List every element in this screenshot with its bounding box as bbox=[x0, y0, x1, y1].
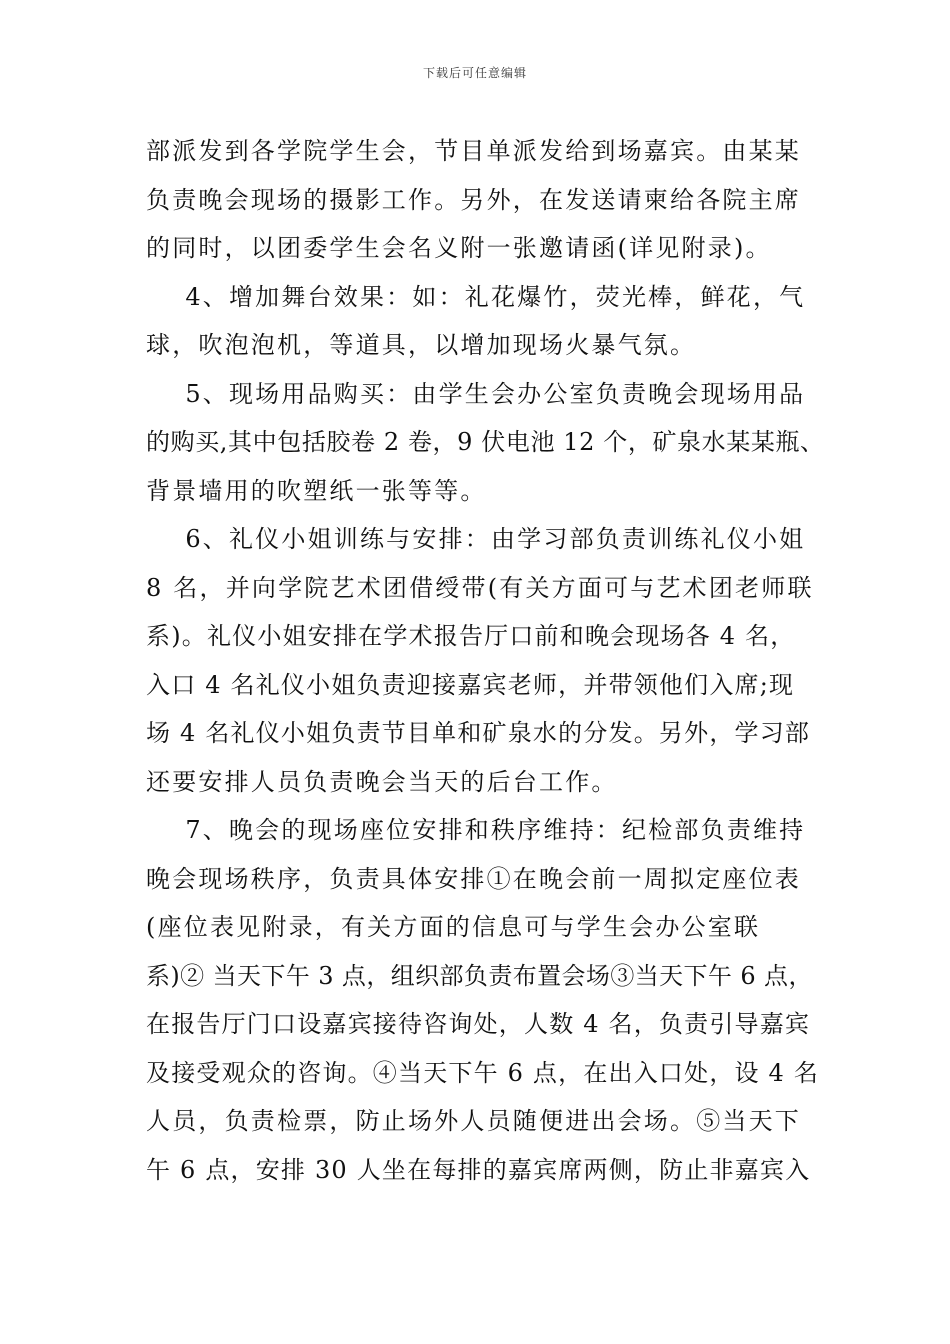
text-line: 球，吹泡泡机，等道具，以增加现场火暴气氛。 bbox=[146, 331, 697, 359]
text-line: 系)。礼仪小姐安排在学术报告厅口前和晚会现场各 4 名， bbox=[146, 622, 796, 650]
text-line: 部派发到各学院学生会，节目单派发给到场嘉宾。由某某 bbox=[146, 137, 801, 165]
text-line: 及接受观众的咨询。④当天下午 6 点，在出入口处，设 4 名 bbox=[146, 1058, 820, 1087]
page-header: 下载后可任意编辑 bbox=[422, 66, 527, 80]
text-line: 6、礼仪小姐训练与安排：由学习部负责训练礼仪小姐 bbox=[146, 525, 806, 553]
text-line: 在报告厅门口设嘉宾接待咨询处，人数 4 名，负责引导嘉宾 bbox=[146, 1010, 811, 1038]
text-line: 的购买,其中包括胶卷 2 卷，9 伏电池 12 个，矿泉水某某瓶、 bbox=[146, 428, 825, 456]
text-line: 人员，负责检票，防止场外人员随便进出会场。⑤当天下 bbox=[146, 1107, 801, 1135]
body-text bbox=[146, 127, 825, 1194]
text-line: (座位表见附录，有关方面的信息可与学生会办公室联 bbox=[146, 913, 761, 941]
text-line: 背景墙用的吹塑纸一张等等。 bbox=[146, 476, 487, 505]
text-line: 场 4 名礼仪小姐负责节目单和矿泉水的分发。另外，学习部 bbox=[146, 719, 811, 747]
text-line: 4、增加舞台效果：如：礼花爆竹，荧光棒，鲜花，气 bbox=[146, 282, 806, 311]
text-line: 8 名，并向学院艺术团借绶带(有关方面可与艺术团老师联 bbox=[146, 573, 814, 602]
text-line: 5、现场用品购买：由学生会办公室负责晚会现场用品 bbox=[146, 379, 806, 408]
text-line: 还要安排人员负责晚会当天的后台工作。 bbox=[146, 767, 618, 796]
text-line: 的同时，以团委学生会名义附一张邀请函(详见附录)。 bbox=[146, 234, 772, 262]
text-line: 7、晚会的现场座位安排和秩序维持：纪检部负责维持 bbox=[146, 816, 806, 844]
text-line: 负责晚会现场的摄影工作。另外，在发送请柬给各院主席 bbox=[146, 185, 801, 214]
text-line: 入口 4 名礼仪小姐负责迎接嘉宾老师，并带领他们入席;现 bbox=[146, 670, 795, 699]
text-line: 晚会现场秩序，负责具体安排①在晚会前一周拟定座位表 bbox=[146, 864, 801, 893]
text-line: 系)② 当天下午 3 点，组织部负责布置会场③当天下午 6 点， bbox=[146, 961, 813, 990]
text-line: 午 6 点，安排 30 人坐在每排的嘉宾席两侧，防止非嘉宾入 bbox=[146, 1155, 811, 1184]
